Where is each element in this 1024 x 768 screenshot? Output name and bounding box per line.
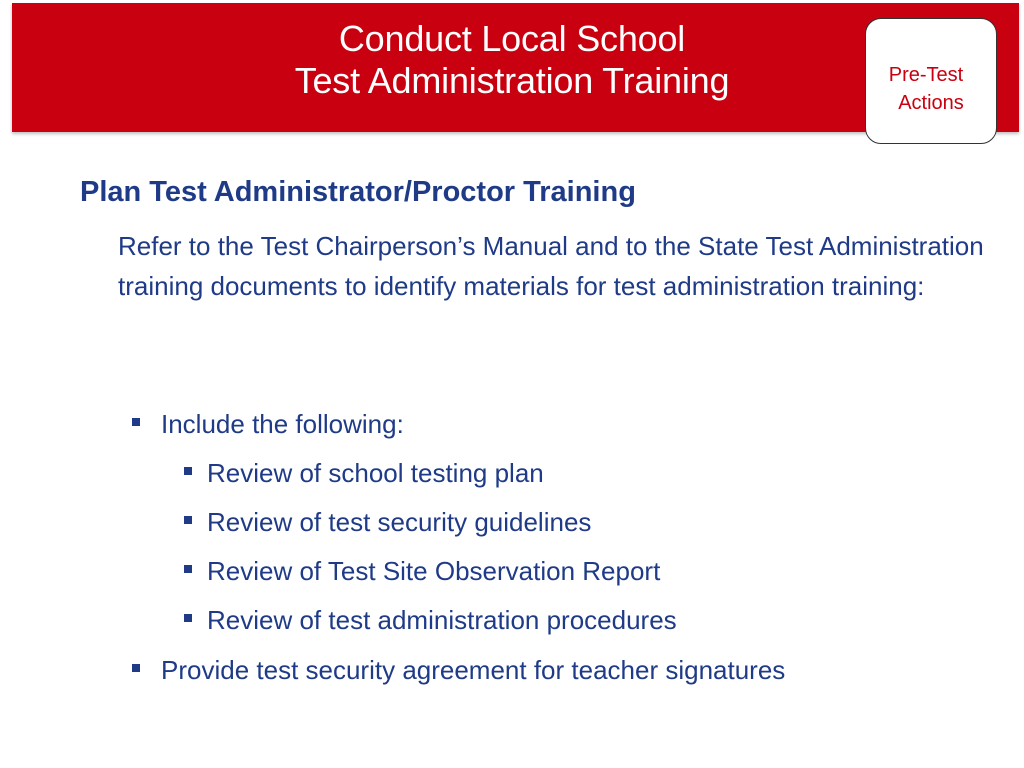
sub-bullet-item bbox=[184, 554, 660, 588]
square-bullet-icon bbox=[132, 664, 140, 672]
bullet-text: Review of Test Site Observation Report bbox=[207, 556, 661, 586]
bullet-item bbox=[132, 653, 785, 687]
bullet-item bbox=[132, 407, 404, 441]
bullet-text: Review of test security guidelines bbox=[207, 507, 592, 537]
square-bullet-icon bbox=[132, 418, 140, 426]
square-bullet-icon bbox=[184, 516, 192, 524]
square-bullet-icon bbox=[184, 467, 192, 475]
badge-line-2: Actions bbox=[898, 92, 964, 114]
square-bullet-icon bbox=[184, 565, 192, 573]
section-heading: Plan Test Administrator/Proctor Training bbox=[80, 176, 636, 208]
sub-bullet-item bbox=[184, 456, 544, 490]
sub-bullet-item bbox=[184, 505, 591, 539]
title-line-2: Test Administration Training bbox=[294, 60, 730, 101]
bullet-text: Review of test administration procedures bbox=[207, 605, 677, 635]
badge-line-1: Pre-Test bbox=[888, 64, 964, 86]
bullet-text: Review of school testing plan bbox=[207, 458, 544, 488]
bullet-text: Provide test security agreement for teacher signatures bbox=[161, 655, 786, 685]
square-bullet-icon bbox=[184, 614, 192, 622]
intro-paragraph: Refer to the Test Chairperson’s Manual and to the State Test Administration training documents to identify materials for test administration training: bbox=[118, 231, 984, 301]
bullet-text: Include the following: bbox=[161, 409, 404, 439]
title-line-1: Conduct Local School bbox=[338, 18, 686, 59]
sub-bullet-item bbox=[184, 603, 677, 637]
